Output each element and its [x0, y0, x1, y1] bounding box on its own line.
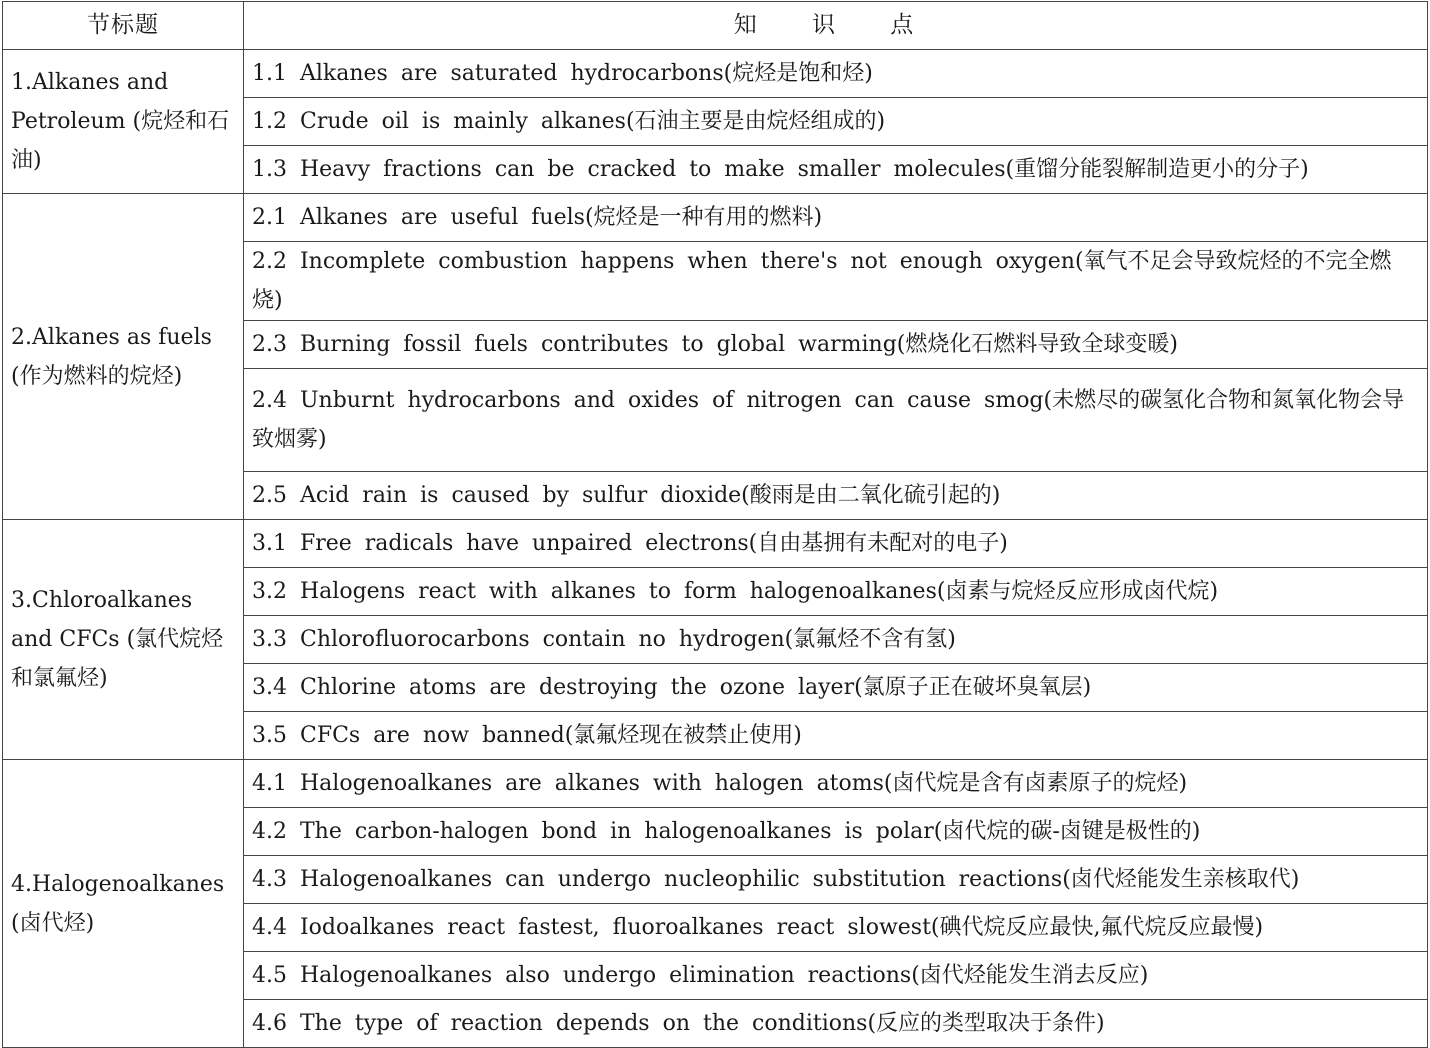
header-row [3, 2, 1428, 50]
knowledge-point: 2.4 Unburnt hydrocarbons and oxides of nitrogen can cause smog(未燃尽的碳氢化合物和氮氧化物会导致烟雾) [244, 369, 1428, 472]
knowledge-point: 4.3 Halogenoalkanes can undergo nucleophilic substitution reactions(卤代烃能发生亲核取代) [244, 856, 1428, 904]
table-row [3, 50, 1428, 98]
section-title: 3.Chloroalkanes and CFCs (氯代烷烃和氯氟烃) [3, 520, 244, 760]
knowledge-point: 4.6 The type of reaction depends on the conditions(反应的类型取决于条件) [244, 1000, 1428, 1048]
table-row [3, 520, 1428, 568]
knowledge-point: 2.3 Burning fossil fuels contributes to global warming(燃烧化石燃料导致全球变暖) [244, 321, 1428, 369]
section-title: 1.Alkanes and Petroleum (烷烃和石油) [3, 50, 244, 194]
section-title: 4.Halogenoalkanes (卤代烃) [3, 760, 244, 1048]
knowledge-point: 3.2 Halogens react with alkanes to form halogenoalkanes(卤素与烷烃反应形成卤代烷) [244, 568, 1428, 616]
knowledge-point: 3.3 Chlorofluorocarbons contain no hydrogen(氯氟烃不含有氢) [244, 616, 1428, 664]
knowledge-point: 1.1 Alkanes are saturated hydrocarbons(烷烃是饱和烃) [244, 50, 1428, 98]
knowledge-point: 4.1 Halogenoalkanes are alkanes with halogen atoms(卤代烷是含有卤素原子的烷烃) [244, 760, 1428, 808]
knowledge-point: 1.2 Crude oil is mainly alkanes(石油主要是由烷烃组成的) [244, 98, 1428, 146]
table-row [3, 760, 1428, 808]
knowledge-point: 4.5 Halogenoalkanes also undergo elimination reactions(卤代烃能发生消去反应) [244, 952, 1428, 1000]
section-title: 2.Alkanes as fuels (作为燃料的烷烃) [3, 194, 244, 520]
knowledge-point: 3.1 Free radicals have unpaired electrons(自由基拥有未配对的电子) [244, 520, 1428, 568]
knowledge-point: 1.3 Heavy fractions can be cracked to make smaller molecules(重馏分能裂解制造更小的分子) [244, 146, 1428, 194]
knowledge-table [2, 1, 1428, 1048]
knowledge-point: 3.4 Chlorine atoms are destroying the ozone layer(氯原子正在破坏臭氧层) [244, 664, 1428, 712]
table-row [3, 194, 1428, 242]
knowledge-point: 2.1 Alkanes are useful fuels(烷烃是一种有用的燃料) [244, 194, 1428, 242]
knowledge-point: 2.5 Acid rain is caused by sulfur dioxide(酸雨是由二氧化硫引起的) [244, 472, 1428, 520]
header-section-title: 节标题 [3, 2, 244, 50]
header-knowledge-points: 知 识 点 [244, 2, 1428, 50]
knowledge-point: 4.2 The carbon-halogen bond in halogenoalkanes is polar(卤代烷的碳-卤键是极性的) [244, 808, 1428, 856]
knowledge-point: 2.2 Incomplete combustion happens when there's not enough oxygen(氧气不足会导致烷烃的不完全燃烧) [244, 242, 1428, 321]
knowledge-point: 4.4 Iodoalkanes react fastest, fluoroalkanes react slowest(碘代烷反应最快,氟代烷反应最慢) [244, 904, 1428, 952]
knowledge-point: 3.5 CFCs are now banned(氯氟烃现在被禁止使用) [244, 712, 1428, 760]
